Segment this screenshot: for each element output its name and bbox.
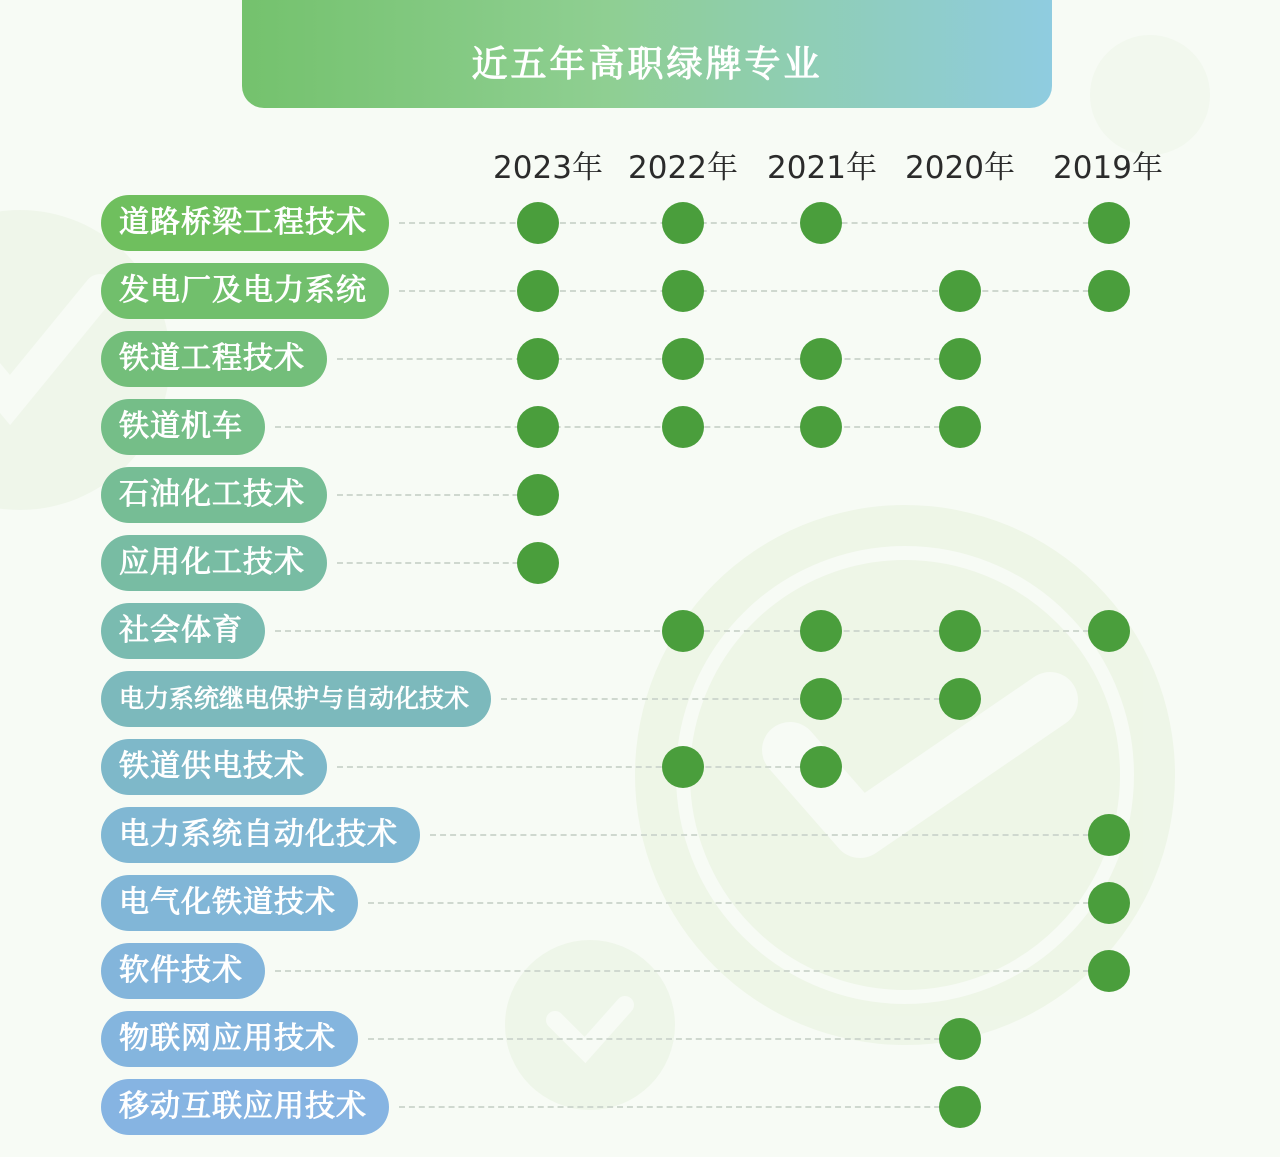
green-dot-marker xyxy=(1088,202,1130,244)
green-dot-marker xyxy=(800,746,842,788)
major-label: 应用化工技术 xyxy=(101,535,327,591)
row-guide-line xyxy=(399,290,1109,292)
green-dot-marker xyxy=(1088,882,1130,924)
green-dot-marker xyxy=(517,406,559,448)
row-guide-line xyxy=(399,222,1109,224)
row-guide-line xyxy=(337,766,821,768)
green-dot-marker xyxy=(662,406,704,448)
green-dot-marker xyxy=(800,338,842,380)
major-label: 石油化工技术 xyxy=(101,467,327,523)
row-guide-line xyxy=(275,426,960,428)
year-header-2020: 2020年 xyxy=(905,150,1015,186)
green-dot-marker xyxy=(517,474,559,516)
major-label: 移动互联应用技术 xyxy=(101,1079,389,1135)
major-label: 电气化铁道技术 xyxy=(101,875,358,931)
green-dot-marker xyxy=(939,610,981,652)
green-dot-marker xyxy=(1088,270,1130,312)
year-header-2021: 2021年 xyxy=(767,150,877,186)
major-label: 社会体育 xyxy=(101,603,265,659)
green-dot-marker xyxy=(1088,814,1130,856)
green-dot-marker xyxy=(939,270,981,312)
green-dot-marker xyxy=(939,1086,981,1128)
major-label: 发电厂及电力系统 xyxy=(101,263,389,319)
row-guide-line xyxy=(337,494,538,496)
row-guide-line xyxy=(399,1106,960,1108)
year-header-2019: 2019年 xyxy=(1053,150,1163,186)
green-dot-marker xyxy=(662,610,704,652)
major-label: 物联网应用技术 xyxy=(101,1011,358,1067)
major-label: 铁道供电技术 xyxy=(101,739,327,795)
green-dot-marker xyxy=(517,270,559,312)
green-dot-marker xyxy=(939,678,981,720)
row-guide-line xyxy=(275,970,1109,972)
top-right-checkmark-watermark-icon xyxy=(1090,35,1210,155)
row-guide-line xyxy=(368,1038,960,1040)
green-dot-marker xyxy=(662,270,704,312)
green-dot-marker xyxy=(1088,610,1130,652)
green-dot-marker xyxy=(662,338,704,380)
major-label: 软件技术 xyxy=(101,943,265,999)
year-header-2023: 2023年 xyxy=(493,150,603,186)
green-dot-marker xyxy=(662,746,704,788)
green-dot-marker xyxy=(1088,950,1130,992)
green-dot-marker xyxy=(939,1018,981,1060)
row-guide-line xyxy=(430,834,1109,836)
year-header-2022: 2022年 xyxy=(628,150,738,186)
row-guide-line xyxy=(368,902,1109,904)
major-label: 铁道工程技术 xyxy=(101,331,327,387)
green-dot-marker xyxy=(517,542,559,584)
major-label: 铁道机车 xyxy=(101,399,265,455)
green-dot-marker xyxy=(939,338,981,380)
green-dot-marker xyxy=(800,678,842,720)
major-label: 电力系统继电保护与自动化技术 xyxy=(101,671,491,727)
green-dot-marker xyxy=(800,202,842,244)
green-dot-marker xyxy=(517,202,559,244)
title-banner xyxy=(242,0,1052,108)
major-label: 电力系统自动化技术 xyxy=(101,807,420,863)
row-guide-line xyxy=(337,358,960,360)
green-dot-marker xyxy=(517,338,559,380)
row-guide-line xyxy=(501,698,960,700)
page-title: 近五年高职绿牌专业 xyxy=(471,44,823,85)
green-dot-marker xyxy=(800,406,842,448)
row-guide-line xyxy=(337,562,538,564)
small-checkmark-watermark-icon xyxy=(505,940,675,1110)
green-dot-marker xyxy=(800,610,842,652)
green-dot-marker xyxy=(939,406,981,448)
green-dot-marker xyxy=(662,202,704,244)
major-label: 道路桥梁工程技术 xyxy=(101,195,389,251)
